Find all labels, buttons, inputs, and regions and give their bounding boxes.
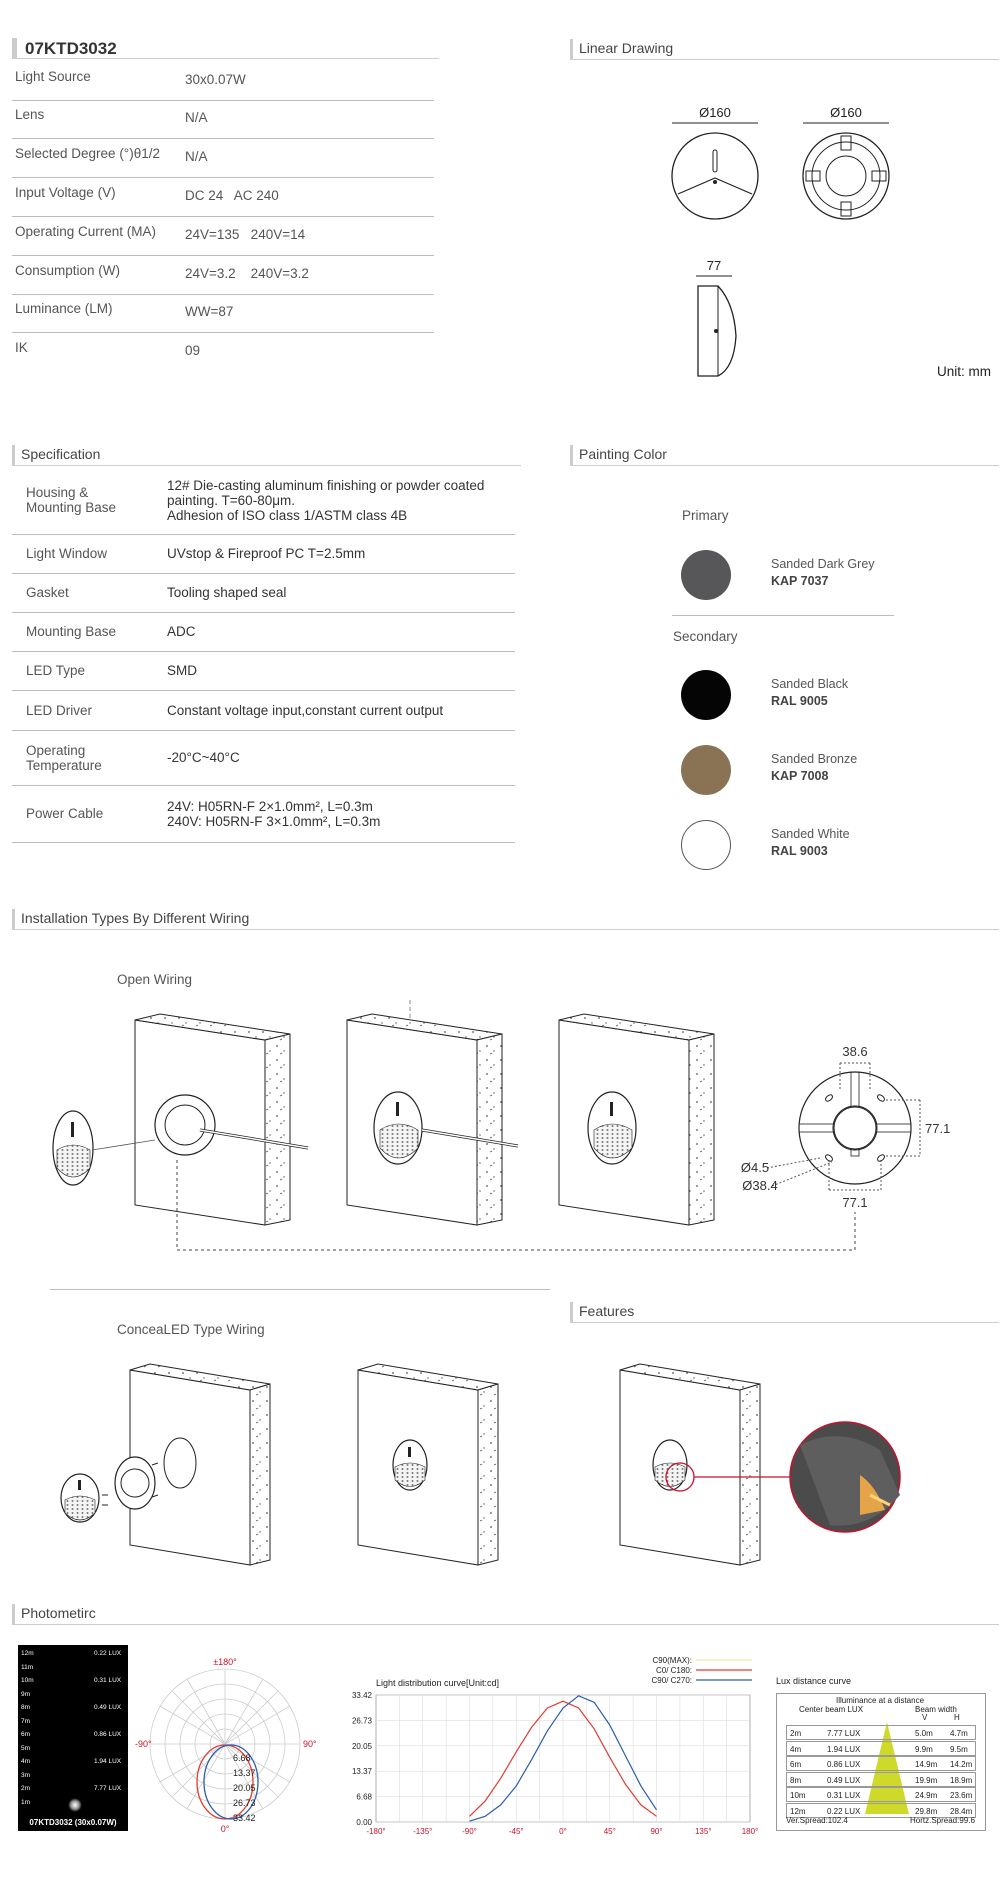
lux-row [786, 1787, 976, 1802]
beam-distance: 10m [21, 1677, 34, 1684]
spec-row [12, 612, 515, 652]
color-name-block [771, 751, 857, 785]
lux-v-width: 9.9m [915, 1744, 933, 1754]
painting-color-title: Painting Color [570, 445, 999, 466]
lux-value: 0.49 LUX [827, 1775, 861, 1785]
primary-label: Primary [682, 508, 729, 523]
lux-row [786, 1725, 976, 1740]
lux-row [786, 1756, 976, 1771]
lux-subtitle: Illuminance at a distance [835, 1696, 925, 1705]
legend-label: C90/ C270: [651, 1676, 692, 1685]
beam-glow [68, 1798, 82, 1812]
param-row [12, 139, 434, 178]
lux-value: 0.22 LUX [827, 1806, 861, 1816]
lux-distance: 6m [790, 1760, 802, 1769]
param-row [12, 294, 434, 333]
param-label: Input Voltage (V) [15, 185, 116, 200]
param-row [12, 100, 434, 139]
param-label: Light Source [15, 69, 91, 84]
param-row [12, 256, 434, 295]
concealed-wiring-label: ConceaLED Type Wiring [117, 1322, 265, 1337]
color-code: RAL 9005 [771, 694, 828, 708]
lux-distance: 2m [790, 1729, 802, 1738]
param-value: 24V=3.2 240V=3.2 [185, 266, 309, 281]
lux-h-width: 14.2m [950, 1760, 973, 1769]
spec-row [12, 690, 515, 731]
polar-bottom: 0° [220, 1824, 230, 1834]
installation-title: Installation Types By Different Wiring [12, 909, 999, 930]
color-swatch [681, 670, 731, 720]
x-tick-label: 180° [741, 1827, 759, 1836]
spec-row [12, 573, 515, 613]
param-value: 30x0.07W [185, 72, 246, 87]
y-tick-label: 0.00 [356, 1818, 372, 1827]
polar-ring-2: 13.37 [233, 1768, 256, 1778]
color-name-block [771, 826, 850, 860]
spec-value: -20°C~40°C [167, 750, 240, 765]
lux-distance: 10m [790, 1791, 806, 1800]
beam-lux: 0.86 LUX [94, 1731, 122, 1738]
color-code: KAP 7008 [771, 769, 829, 783]
spec-label: LED Type [26, 663, 86, 678]
beam-lux: 0.49 LUX [94, 1704, 122, 1711]
polar-ring-1: 6.68 [233, 1753, 251, 1763]
beam-lux: 0.22 LUX [94, 1650, 122, 1657]
color-name: Sanded White [771, 827, 850, 841]
x-tick-label: -90° [462, 1827, 477, 1836]
lux-col-center: Center beam LUX [799, 1705, 864, 1714]
open-wiring-label: Open Wiring [117, 972, 193, 987]
dim-hole: Ø4.5 [740, 1160, 770, 1175]
polar-ring-5: 33.42 [233, 1813, 256, 1823]
lux-distance: 8m [790, 1775, 802, 1785]
hor-spread: Hortz.Spread:99.6 [910, 1816, 975, 1825]
photometric-title: Photometirc [12, 1604, 999, 1625]
spec-value: Constant voltage input,constant current output [167, 703, 444, 718]
lux-col-h: H [954, 1713, 960, 1722]
spec-value: SMD [167, 663, 197, 678]
spec-row [12, 466, 515, 535]
beam-distance: 1m [21, 1798, 31, 1806]
open-wiring-illustration [50, 1000, 1000, 1260]
lux-h-width: 18.9m [950, 1775, 973, 1785]
lux-v-width: 19.9m [915, 1775, 938, 1785]
concealed-wiring-illustration [40, 1355, 1000, 1575]
spec-value: UVstop & Fireproof PC T=2.5mm [167, 546, 366, 561]
lux-h-width: 28.4m [950, 1806, 973, 1816]
beam-distance: 8m [21, 1704, 31, 1711]
color-swatch [681, 745, 731, 795]
x-tick-label: 0° [559, 1827, 567, 1836]
y-tick-label: 33.42 [351, 1691, 372, 1700]
param-value: WW=87 [185, 304, 234, 319]
y-tick-label: 26.73 [351, 1716, 372, 1726]
product-code: 07KTD3032 [25, 39, 117, 58]
spec-value: 12# Die-casting aluminum finishing or powder coated painting. T=60-80μm. Adhesion of ISO class 1/ASTM class 4B [167, 478, 485, 523]
param-value: DC 24 AC 240 [185, 188, 279, 203]
polar-diagram [133, 1650, 323, 1835]
param-label: Luminance (LM) [15, 301, 113, 316]
param-row [12, 178, 434, 217]
param-row [12, 62, 434, 101]
beam-distance: 11m [21, 1663, 34, 1671]
lux-col-v: V [922, 1713, 928, 1722]
spec-row [12, 651, 515, 691]
polar-ring-4: 26.73 [233, 1798, 256, 1808]
primary-divider [672, 615, 894, 616]
beam-distance: 5m [21, 1744, 31, 1752]
param-label: IK [15, 340, 28, 355]
lux-h-width: 23.6m [950, 1791, 973, 1800]
lux-distance: 4m [790, 1744, 802, 1754]
dim-bottom: 77.1 [842, 1195, 868, 1210]
spec-row [12, 785, 515, 843]
installation-divider [50, 1289, 550, 1290]
param-row [12, 333, 434, 365]
features-title: Features [570, 1302, 999, 1323]
beam-distance: 12m [21, 1650, 34, 1657]
x-tick-label: -135° [413, 1827, 433, 1836]
wall-1 [53, 1014, 308, 1225]
color-swatch [681, 550, 731, 600]
lux-v-width: 5.0m [915, 1729, 933, 1738]
beam-panel-caption: 07KTD3032 (30x0.07W) [29, 1818, 117, 1827]
param-row [12, 217, 434, 256]
wall-3 [559, 1014, 714, 1225]
lux-v-width: 24.9m [915, 1791, 938, 1800]
spec-label: Mounting Base [26, 624, 117, 639]
chart-title: Light distribution curve[Unit:cd] [376, 1678, 500, 1688]
lux-v-width: 29.8m [915, 1806, 938, 1816]
lux-distance: 12m [790, 1806, 806, 1816]
spec-label: Gasket [26, 585, 69, 600]
beam-lux: 1.94 LUX [94, 1758, 122, 1765]
x-tick-label: 135° [694, 1827, 712, 1836]
specification-title: Specification [12, 445, 521, 466]
polar-left: -90° [135, 1739, 152, 1749]
y-tick-label: 13.37 [351, 1767, 372, 1777]
legend-label: C0/ C180: [655, 1666, 692, 1675]
x-tick-label: -45° [508, 1827, 524, 1836]
color-name-block [771, 556, 875, 590]
y-tick-label: 20.05 [351, 1741, 372, 1751]
unit-label: Unit: mm [937, 364, 991, 379]
beam-distance: 9m [21, 1690, 31, 1698]
color-name: Sanded Black [771, 677, 849, 691]
spec-label: Light Window [26, 546, 108, 561]
beam-distance: 3m [21, 1771, 31, 1779]
color-swatch [681, 820, 731, 870]
beam-lux: 0.31 LUX [94, 1677, 122, 1684]
spec-row [12, 730, 515, 786]
light-distribution-chart [340, 1650, 760, 1840]
lux-row [786, 1741, 976, 1756]
beam-distance: 2m [21, 1785, 31, 1792]
dim-back: Ø160 [830, 105, 862, 120]
secondary-label: Secondary [673, 629, 738, 644]
param-value: 09 [185, 343, 201, 358]
beam-distance: 7m [21, 1717, 31, 1725]
spec-label: Housing & Mounting Base [26, 485, 117, 515]
y-tick-label: 6.68 [356, 1792, 372, 1802]
spec-label: Power Cable [26, 806, 104, 821]
lux-value: 0.86 LUX [827, 1760, 861, 1769]
linear-drawing [660, 98, 900, 388]
x-tick-label: 45° [603, 1827, 616, 1836]
lux-distance-title: Lux distance curve [776, 1676, 852, 1686]
param-label: Lens [15, 107, 45, 122]
polar-right: 90° [303, 1739, 317, 1749]
spec-value: Tooling shaped seal [167, 585, 287, 600]
color-name: Sanded Dark Grey [771, 557, 875, 571]
param-label: Operating Current (MA) [15, 224, 157, 239]
lux-row [786, 1772, 976, 1787]
spec-row [12, 534, 515, 574]
ver-spread: Ver.Spread:102.4 [786, 1816, 848, 1825]
lux-value: 0.31 LUX [827, 1791, 861, 1800]
param-label: Selected Degree (°)θ1/2 [15, 146, 160, 161]
base-plate-drawing [741, 1044, 950, 1210]
beam-distance: 6m [21, 1731, 31, 1738]
polar-top: ±180° [213, 1657, 237, 1667]
beam-lux: 7.77 LUX [94, 1785, 122, 1792]
lux-h-width: 9.5m [950, 1744, 968, 1754]
lux-h-width: 4.7m [950, 1729, 968, 1738]
spec-label: LED Driver [26, 703, 93, 718]
x-tick-label: 90° [650, 1827, 663, 1836]
lux-col-width: Beam width [915, 1705, 957, 1714]
lux-value: 1.94 LUX [827, 1744, 861, 1754]
polar-ring-3: 20.05 [233, 1783, 256, 1793]
linear-drawing-title: Linear Drawing [570, 39, 999, 60]
param-label: Consumption (W) [15, 263, 121, 278]
legend-label: C90(MAX): [652, 1656, 692, 1665]
color-name-block [771, 676, 848, 710]
wall-2 [347, 1000, 518, 1225]
param-value: 24V=135 240V=14 [185, 227, 306, 242]
color-code: KAP 7037 [771, 574, 829, 588]
dim-right: 77.1 [925, 1121, 951, 1136]
dim-pcd: Ø38.4 [742, 1178, 778, 1193]
dim-side: 77 [706, 258, 722, 273]
param-value: N/A [185, 110, 208, 125]
param-value: N/A [185, 149, 208, 164]
dim-top: 38.6 [842, 1044, 868, 1059]
lux-value: 7.77 LUX [827, 1729, 861, 1738]
lux-v-width: 14.9m [915, 1760, 938, 1769]
beam-distance: 4m [21, 1758, 31, 1765]
spec-label: Operating Temperature [26, 743, 102, 773]
x-tick-label: -180° [366, 1827, 386, 1836]
spec-value: ADC [167, 624, 196, 639]
spec-value: 24V: H05RN-F 2×1.0mm², L=0.3m 240V: H05RN-F 3×1.0mm², L=0.3m [167, 799, 381, 829]
dim-front: Ø160 [699, 105, 731, 120]
color-name: Sanded Bronze [771, 752, 858, 766]
color-code: RAL 9003 [771, 844, 828, 858]
